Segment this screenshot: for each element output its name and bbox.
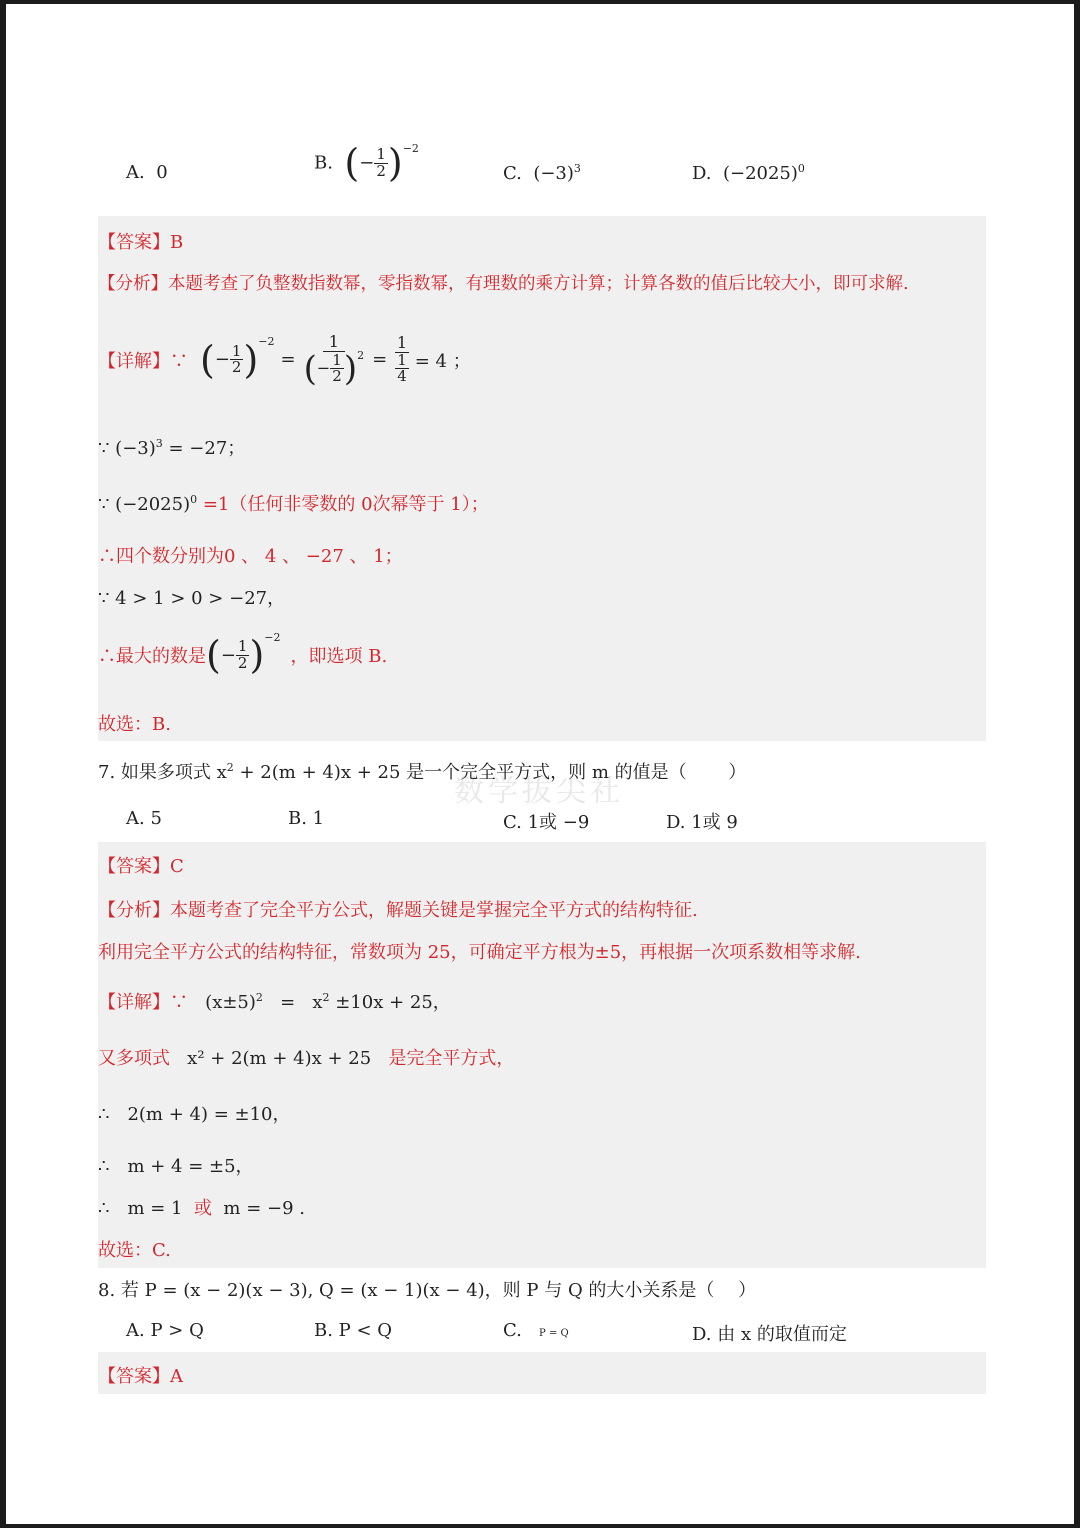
q7-analysis-1: 【分析】本题考查了完全平方公式，解题关键是掌握完全平方式的结构特征. xyxy=(98,900,698,921)
q6-analysis: 【分析】本题考查了负整数指数幂，零指数幂，有理数的乘方计算；计算各数的值后比较大小，即可求解. xyxy=(98,274,909,294)
q7-detail-line1: 【详解】∵ $(x\pm 5)^2$ = $x^2 \pm 10x + 25$， xyxy=(98,991,451,1013)
q8-question: 8. 若 P = (x − 2)(x − 3), Q = (x − 1)(x − 4)，则 P 与 Q 的大小关系是（ ） xyxy=(98,1280,757,1301)
q7-detail-line5: ∴ m = 1 或 m = −9 . xyxy=(98,1198,305,1219)
q6-detail-line5: ∵ 4 > 1 > 0 > −27， xyxy=(98,588,286,609)
q7-option-a: A. 5 xyxy=(126,808,162,829)
q6-detail-line: 【详解】∵ ( − $\frac{1}{2}$ ) −2 = 1 (− $\frac{1}{2}$ )$^2$ = $\frac{1}{\frac{1}{4}}$ = 4 ； xyxy=(98,332,471,389)
q6-option-c: C. $(-3)^3$ xyxy=(503,162,581,184)
q8-option-a: A. P > Q xyxy=(126,1320,204,1341)
q6-detail-equation: ( − $\frac{1}{2}$ ) −2 = 1 (− $\frac{1}{2}$ )$^2$ = $\frac{1}{\frac{1}{4}}$ = 4 ； xyxy=(200,332,471,389)
q7-detail-line2: 又多项式 x² + 2(m + 4)x + 25 是完全平方式， xyxy=(98,1048,515,1069)
q6-detail-line6: ∴最大的数是 ( − $\frac{1}{2}$ ) −2 ，即选项 B. xyxy=(98,630,388,677)
q6-answer-tag: 【答案】B xyxy=(98,232,184,253)
q7-detail-line3: ∴ 2(m + 4) = ±10， xyxy=(98,1104,291,1125)
q7-question: 7. 如果多项式 $x^2 + 2(m + 4)x + 25$ 是一个完全平方式，则 m 的值是（ ） xyxy=(98,761,747,783)
q6-detail-line4: ∴四个数分别为0 、 4 、 −27 、 1； xyxy=(98,546,403,567)
q7-answer-box xyxy=(98,842,986,1268)
q6-b-fraction: $\frac{1}{2}$ xyxy=(376,144,386,180)
q7-conclusion: 故选：C. xyxy=(98,1240,171,1261)
q7-option-b: B. 1 xyxy=(288,808,325,829)
q7-option-d: D. 1或 9 xyxy=(666,812,738,833)
q7-answer-tag: 【答案】C xyxy=(98,856,184,877)
q8-option-c: C. P = Q xyxy=(503,1320,569,1341)
q7-analysis-2: 利用完全平方公式的结构特征，常数项为 25，可确定平方根为±5，再根据一次项系数相等求解. xyxy=(98,942,861,963)
q7-detail-line4: ∴ m + 4 = ±5， xyxy=(98,1156,254,1177)
watermark-title: 数学拔尖社 xyxy=(454,774,624,809)
right-paren: ) xyxy=(387,141,403,185)
q6-detail-line3: ∵ $(-2025)^0 =1$（任何非零数的 0次幂等于 1）； xyxy=(98,493,489,515)
q7-option-c: C. 1或 −9 xyxy=(503,812,590,833)
q6-option-b: B. (− $\frac{1}{2}$ )$^{-2}$ xyxy=(314,141,419,185)
q6-detail-line2: ∵ $(-3)^3 = -27$； xyxy=(98,437,246,459)
q6-answer-box xyxy=(98,216,986,741)
q6-conclusion: 故选：B. xyxy=(98,714,171,735)
q8-answer-box xyxy=(98,1352,986,1394)
q6-option-d: D. $(-2025)^0$ xyxy=(692,162,805,184)
q8-answer-tag: 【答案】A xyxy=(98,1366,183,1387)
q8-option-b: B. P < Q xyxy=(314,1320,393,1341)
left-paren: ( xyxy=(344,141,360,185)
q8-option-d: D. 由 x 的取值而定 xyxy=(692,1324,847,1345)
document-page xyxy=(6,4,1074,1524)
q6-option-a: A. 0 xyxy=(126,162,168,183)
